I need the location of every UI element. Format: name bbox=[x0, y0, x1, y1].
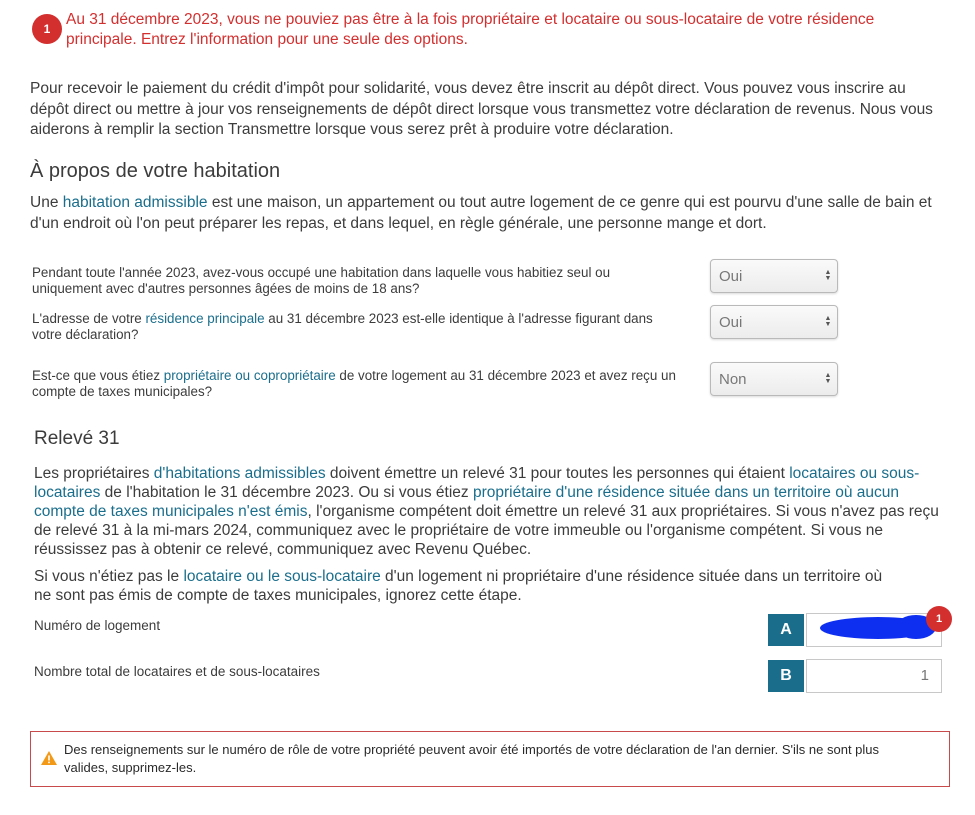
error-message: Au 31 décembre 2023, vous ne pouviez pas être à la fois propriétaire et locataire ou sous-locataire de votre résidence principale. Entrez l'information pour une seule des options. bbox=[66, 11, 875, 48]
question-1-text: Pendant toute l'année 2023, avez-vous occupé une habitation dans laquelle vous habitiez seul ou uniquement avec d'autres personnes âgées de moins de 18 ans? bbox=[32, 265, 611, 296]
field-a-letter: A bbox=[768, 614, 804, 646]
habitations-admissibles-link[interactable]: d'habitations admissibles bbox=[153, 465, 326, 482]
question-2-select[interactable] bbox=[710, 305, 838, 339]
question-1-select[interactable] bbox=[710, 259, 838, 293]
question-3-value: Non bbox=[719, 370, 747, 388]
habitation-text-2: est une maison, un appartement ou tout autre logement de ce genre qui est pourvu d'une salle de bain et d'un endroit où l'on peut préparer les repas, et dans lequel, en règle générale, une personne mange et dort. bbox=[30, 194, 932, 232]
question-3-select[interactable] bbox=[710, 362, 838, 396]
intro-paragraph: Pour recevoir le paiement du crédit d'impôt pour solidarité, vous devez être inscrit au dépôt direct. Vous pouvez vous inscrire au dépôt direct ou mettre à jour vos renseignements de dépôt direct lorsque vous transmettez votre déclaration de revenus. Nous vous aiderons à remplir la section Transmettre lorsque vous serez prêt à produire votre déclaration. bbox=[30, 80, 933, 138]
question-3-text-2: de votre logement au 31 décembre 2023 et avez reçu un compte de taxes municipales? bbox=[32, 368, 676, 399]
question-3-text-1: Est-ce que vous étiez bbox=[32, 368, 164, 383]
releve-text-1: Les propriétaires bbox=[34, 465, 154, 482]
releve-p2-text-1: Si vous n'étiez pas le bbox=[34, 568, 184, 585]
total-tenants-label: Nombre total de locataires et de sous-locataires bbox=[34, 664, 320, 679]
question-3-text bbox=[32, 368, 682, 400]
question-2-text bbox=[32, 311, 682, 343]
select-arrows-icon: ▲ ▼ bbox=[824, 315, 832, 328]
habitation-admissible-link[interactable]: habitation admissible bbox=[62, 194, 208, 211]
select-arrows-icon: ▲ ▼ bbox=[824, 372, 832, 385]
redaction-mark bbox=[816, 612, 940, 644]
warning-text: Des renseignements sur le numéro de rôle de votre propriété peuvent avoir été importés de votre déclaration de l'an dernier. S'ils ne sont plus valides, supprimez-les. bbox=[64, 742, 880, 775]
question-1-value: Oui bbox=[719, 267, 743, 285]
field-b-letter: B bbox=[768, 660, 804, 692]
field-a-error-badge: 1 bbox=[926, 606, 952, 632]
question-2-text-2: au 31 décembre 2023 est-elle identique à l'adresse figurant dans votre déclaration? bbox=[32, 311, 653, 342]
releve-text-4: , l'organisme compétent doit émettre un relevé 31 aux propriétaires. Si vous n'avez pas reçu de relevé 31 à la mi-mars 2024, communiquez avec le propriétaire de votre immeuble ou l'organisme compétent. Si vous ne réussissez pas à obtenir ce relevé, communiquez avec Revenu Québec. bbox=[34, 503, 939, 558]
releve-paragraph-2 bbox=[34, 567, 894, 605]
locataires-link[interactable]: locataires ou sous-locataires bbox=[34, 465, 920, 501]
habitation-paragraph bbox=[30, 193, 948, 234]
question-2-value: Oui bbox=[719, 313, 743, 331]
proprietaire-residence-link[interactable]: propriétaire d'une résidence située dans un territoire où aucun compte de taxes municipales n'est émis bbox=[34, 484, 899, 520]
select-arrows-icon: ▲ ▼ bbox=[824, 269, 832, 282]
logement-number-label: Numéro de logement bbox=[34, 618, 161, 633]
question-2-text-1: L'adresse de votre bbox=[32, 311, 146, 326]
releve-text-2: doivent émettre un relevé 31 pour toutes les personnes qui étaient bbox=[325, 465, 790, 482]
habitation-text-1: Une bbox=[30, 194, 63, 211]
total-tenants-input[interactable]: 1 bbox=[806, 659, 942, 693]
locataire-sous-locataire-link[interactable]: locataire ou le sous-locataire bbox=[183, 568, 381, 585]
releve-heading: Relevé 31 bbox=[34, 428, 120, 449]
habitation-heading: À propos de votre habitation bbox=[30, 160, 281, 182]
releve-text-3: de l'habitation le 31 décembre 2023. Ou si vous étiez bbox=[100, 484, 473, 501]
releve-p2-text-2: d'un logement ni propriétaire d'une résidence située dans un territoire où ne sont pas émis de compte de taxes municipales, ignorez cette étape. bbox=[34, 568, 883, 604]
error-badge: 1 bbox=[32, 14, 62, 44]
proprietaire-link[interactable]: propriétaire ou copropriétaire bbox=[163, 368, 336, 383]
releve-paragraph-1 bbox=[34, 464, 948, 559]
residence-principale-link[interactable]: résidence principale bbox=[145, 311, 265, 326]
warning-triangle-icon bbox=[40, 750, 58, 766]
